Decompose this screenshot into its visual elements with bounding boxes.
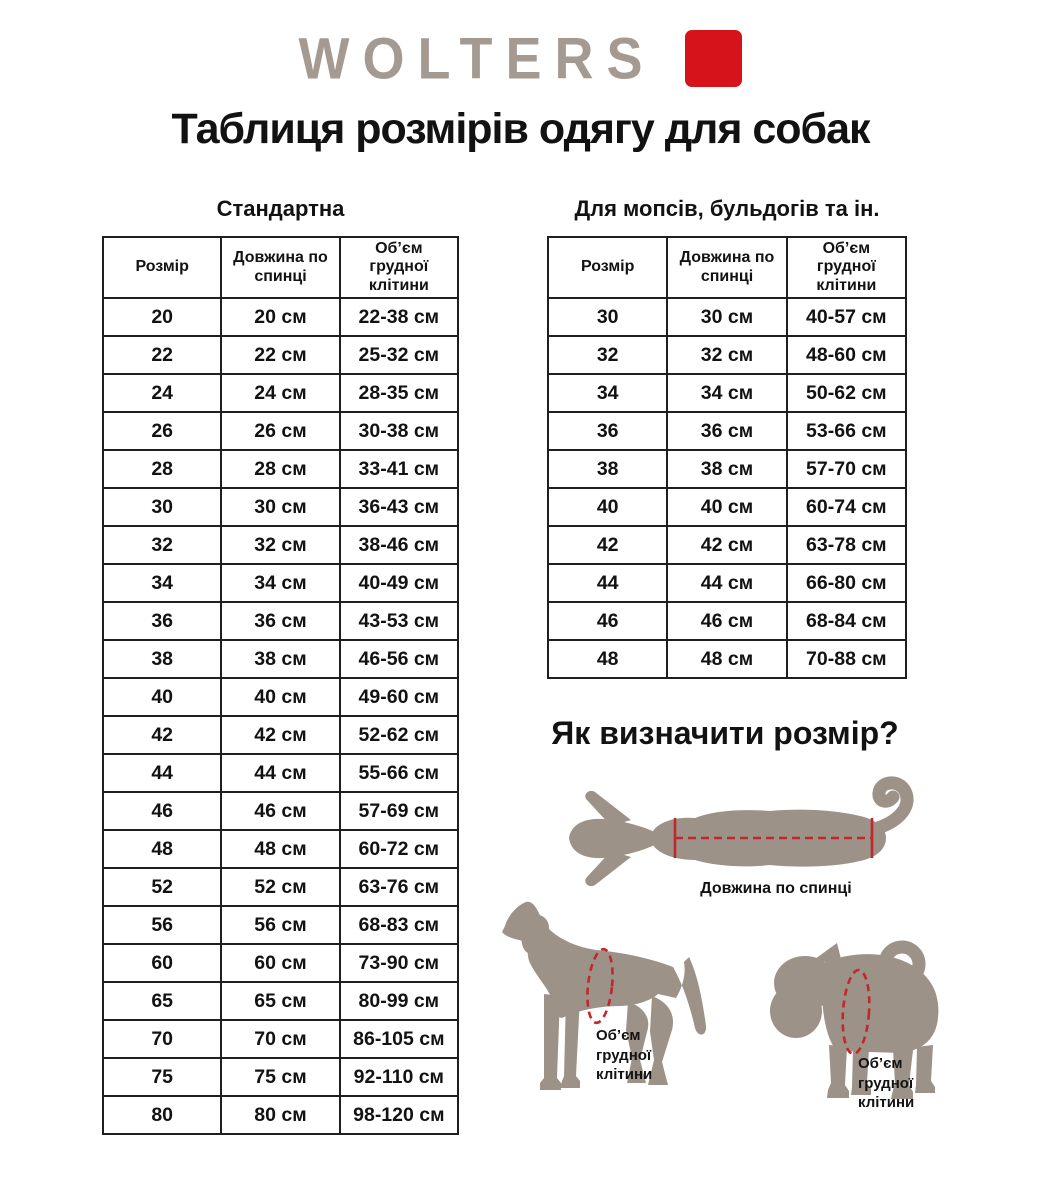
table-row <box>548 374 906 412</box>
table-cell: 30 <box>548 298 667 336</box>
table-row <box>103 944 458 982</box>
table-cell: 22 см <box>221 336 339 374</box>
standard-size-table <box>102 236 459 1135</box>
table-cell: 48 <box>548 640 667 678</box>
table-row <box>103 450 458 488</box>
table-row <box>103 678 458 716</box>
column-header-chest: Об’єм грудної клітини <box>340 237 458 298</box>
table-cell: 46 см <box>221 792 339 830</box>
column-header-size: Розмір <box>103 237 221 298</box>
table-cell: 38 <box>548 450 667 488</box>
table-row <box>103 564 458 602</box>
table-row <box>548 298 906 336</box>
table-cell: 75 см <box>221 1058 339 1096</box>
page-title: Таблиця розмірів одягу для собак <box>171 105 870 153</box>
table-cell: 34 <box>548 374 667 412</box>
table-header-row <box>548 237 906 298</box>
table-cell: 46 <box>103 792 221 830</box>
table-cell: 32 см <box>221 526 339 564</box>
brand-logo-red-square-icon <box>685 30 742 87</box>
table-row <box>103 716 458 754</box>
column-header-size: Розмір <box>548 237 667 298</box>
table-cell: 48 см <box>221 830 339 868</box>
table-cell: 80-99 см <box>340 982 458 1020</box>
table-cell: 52-62 см <box>340 716 458 754</box>
table-cell: 44 см <box>667 564 786 602</box>
table-cell: 36 <box>103 602 221 640</box>
table-cell: 20 <box>103 298 221 336</box>
table-cell: 40-57 см <box>787 298 906 336</box>
table-cell: 48 см <box>667 640 786 678</box>
table-cell: 65 см <box>221 982 339 1020</box>
table-cell: 44 <box>548 564 667 602</box>
table-cell: 60-72 см <box>340 830 458 868</box>
table-row <box>548 640 906 678</box>
table-cell: 34 <box>103 564 221 602</box>
table-cell: 32 <box>548 336 667 374</box>
table-cell: 40-49 см <box>340 564 458 602</box>
table-cell: 36 <box>548 412 667 450</box>
table-cell: 42 <box>103 716 221 754</box>
table-row <box>548 336 906 374</box>
table-cell: 38 см <box>221 640 339 678</box>
table-row <box>548 412 906 450</box>
how-to-measure-title: Як визначити розмір? <box>551 715 899 751</box>
table-cell: 34 см <box>221 564 339 602</box>
table-cell: 55-66 см <box>340 754 458 792</box>
table-cell: 50-62 см <box>787 374 906 412</box>
table-cell: 28 <box>103 450 221 488</box>
table-cell: 36 см <box>221 602 339 640</box>
table-cell: 46 см <box>667 602 786 640</box>
table-header-row <box>103 237 458 298</box>
table-cell: 40 <box>548 488 667 526</box>
table-row <box>548 564 906 602</box>
table-cell: 68-83 см <box>340 906 458 944</box>
table-cell: 36-43 см <box>340 488 458 526</box>
table-cell: 70 <box>103 1020 221 1058</box>
table-cell: 60 <box>103 944 221 982</box>
table-cell: 44 <box>103 754 221 792</box>
table-row <box>548 488 906 526</box>
table-cell: 66-80 см <box>787 564 906 602</box>
table-row <box>103 488 458 526</box>
table-row <box>103 412 458 450</box>
table-cell: 33-41 см <box>340 450 458 488</box>
table-row <box>103 602 458 640</box>
table-cell: 48-60 см <box>787 336 906 374</box>
table-cell: 60 см <box>221 944 339 982</box>
table-cell: 38 <box>103 640 221 678</box>
table-row <box>103 868 458 906</box>
pug-bulldog-size-table-block <box>547 196 907 679</box>
table-row <box>103 754 458 792</box>
table-cell: 98-120 см <box>340 1096 458 1134</box>
table-cell: 38-46 см <box>340 526 458 564</box>
table-cell: 60-74 см <box>787 488 906 526</box>
standard-table-title: Стандартна <box>216 196 345 221</box>
table-row <box>548 602 906 640</box>
table-cell: 36 см <box>667 412 786 450</box>
table-row <box>548 450 906 488</box>
back-length-label: Довжина по спинці <box>700 880 852 897</box>
table-cell: 56 см <box>221 906 339 944</box>
table-cell: 46-56 см <box>340 640 458 678</box>
table-cell: 40 см <box>221 678 339 716</box>
brand-logo <box>0 26 1041 91</box>
table-cell: 56 <box>103 906 221 944</box>
table-row <box>103 1096 458 1134</box>
table-cell: 42 <box>548 526 667 564</box>
table-cell: 65 <box>103 982 221 1020</box>
table-cell: 57-69 см <box>340 792 458 830</box>
table-cell: 24 <box>103 374 221 412</box>
table-cell: 53-66 см <box>787 412 906 450</box>
table-cell: 25-32 см <box>340 336 458 374</box>
table-cell: 42 см <box>221 716 339 754</box>
table-cell: 38 см <box>667 450 786 488</box>
table-cell: 30-38 см <box>340 412 458 450</box>
table-cell: 24 см <box>221 374 339 412</box>
table-row <box>103 906 458 944</box>
table-cell: 20 см <box>221 298 339 336</box>
brand-logo-text: WOLTERS <box>298 26 656 91</box>
table-cell: 52 <box>103 868 221 906</box>
table-row <box>103 374 458 412</box>
table-row <box>103 640 458 678</box>
table-cell: 73-90 см <box>340 944 458 982</box>
table-cell: 52 см <box>221 868 339 906</box>
table-cell: 75 <box>103 1058 221 1096</box>
table-cell: 48 <box>103 830 221 868</box>
table-cell: 46 <box>548 602 667 640</box>
table-cell: 80 <box>103 1096 221 1134</box>
table-row <box>103 298 458 336</box>
table-cell: 30 <box>103 488 221 526</box>
table-row <box>103 1058 458 1096</box>
chest-girth-label: Об’єм грудної клітини <box>858 1055 915 1111</box>
table-cell: 32 см <box>667 336 786 374</box>
table-cell: 86-105 см <box>340 1020 458 1058</box>
table-cell: 22-38 см <box>340 298 458 336</box>
table-cell: 70-88 см <box>787 640 906 678</box>
table-row <box>103 792 458 830</box>
table-cell: 63-78 см <box>787 526 906 564</box>
table-cell: 42 см <box>667 526 786 564</box>
table-cell: 28-35 см <box>340 374 458 412</box>
table-cell: 26 см <box>221 412 339 450</box>
table-cell: 30 см <box>221 488 339 526</box>
table-cell: 26 <box>103 412 221 450</box>
table-cell: 44 см <box>221 754 339 792</box>
table-cell: 63-76 см <box>340 868 458 906</box>
column-header-back-length: Довжина по спинці <box>667 237 786 298</box>
table-cell: 30 см <box>667 298 786 336</box>
table-cell: 28 см <box>221 450 339 488</box>
table-cell: 80 см <box>221 1096 339 1134</box>
chest-girth-label: Об’єм грудної клітини <box>596 1027 653 1083</box>
table-cell: 92-110 см <box>340 1058 458 1096</box>
column-header-chest: Об’єм грудної клітини <box>787 237 906 298</box>
column-header-back-length: Довжина по спинці <box>221 237 339 298</box>
table-cell: 57-70 см <box>787 450 906 488</box>
table-cell: 34 см <box>667 374 786 412</box>
table-row <box>548 526 906 564</box>
table-cell: 22 <box>103 336 221 374</box>
table-cell: 68-84 см <box>787 602 906 640</box>
table-cell: 40 <box>103 678 221 716</box>
table-row <box>103 830 458 868</box>
table-cell: 40 см <box>667 488 786 526</box>
table-row <box>103 1020 458 1058</box>
standard-size-table-block <box>102 196 459 1135</box>
table-cell: 43-53 см <box>340 602 458 640</box>
pug-bulldog-table-title: Для мопсів, бульдогів та ін. <box>574 196 880 221</box>
table-row <box>103 982 458 1020</box>
table-cell: 32 <box>103 526 221 564</box>
table-cell: 49-60 см <box>340 678 458 716</box>
table-cell: 70 см <box>221 1020 339 1058</box>
pug-bulldog-size-table <box>547 236 907 679</box>
table-row <box>103 526 458 564</box>
table-row <box>103 336 458 374</box>
